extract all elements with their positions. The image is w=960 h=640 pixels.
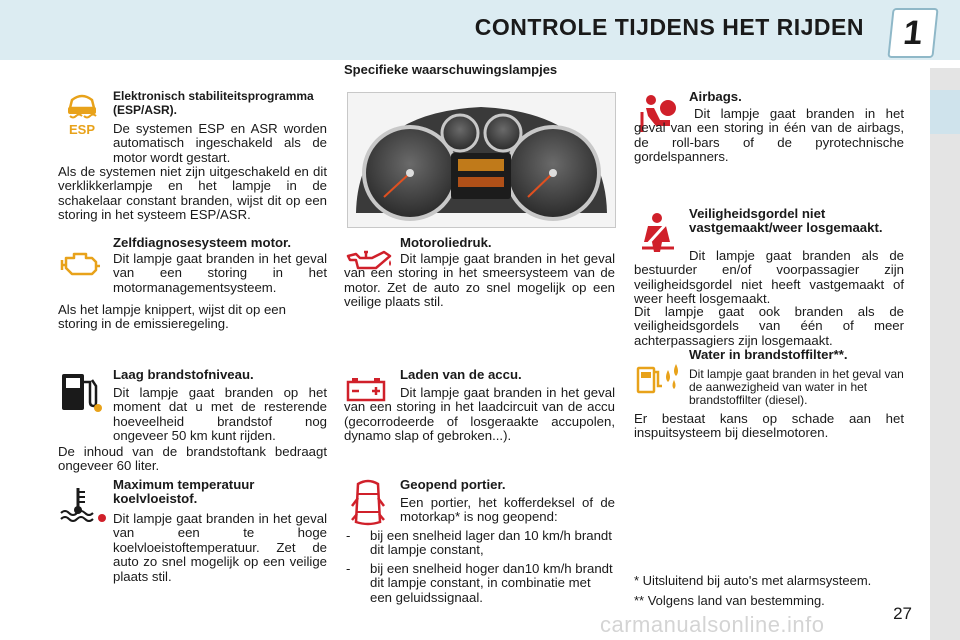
side-tab-active [930,90,960,134]
selfdiag-text-1: Dit lampje gaat branden in het geval van een storing in het motormanagementsysteem. [113,251,327,295]
airbags-title: Airbags. [689,89,742,104]
water-text-1: Dit lampje gaat branden in het geval van de aanwezigheid van water in het brandstoffilter (diesel). [689,367,904,407]
battery-title: Laden van de accu. [400,367,522,382]
fuel-title: Laag brandstofniveau. [113,367,254,382]
belt-title: Veiligheidsgordel niet vastgemaakt/weer losgemaakt. [689,206,883,236]
instrument-cluster-photo [347,92,616,228]
footnote-1: * Uitsluitend bij auto's met alarmsysteem. [634,573,872,588]
side-tab-strip [930,68,960,640]
coolant-text-1: Dit lampje gaat branden in het geval van een te hoge koelvloeistoftemperatuur. Zet de auto zo snel mogelijk op een veilige plaats stil. [113,511,327,584]
fuel-text-1: Dit lampje gaat branden op het moment dat u met de resterende hoeveelheid brandstof nog ongeveer 50 km kunt rijden. [113,385,327,444]
door-list-item: - bij een snelheid hoger dan10 km/h brandt dit lampje constant, in combinatie met een geluidssignaal. [344,562,616,605]
section-title: Specifieke waarschuwingslampjes [344,62,558,77]
fuel-pump-icon [60,370,104,414]
battery-text-1: Dit lampje gaat branden in het geval van een storing in het laadcircuit van de accu (gecorrodeerde of losgeraakte accupolen, dynamo slap of gebroken...). [344,385,615,444]
open-door-icon [350,478,386,528]
page-number: 27 [893,604,912,623]
engine-check-icon [60,248,102,280]
fuel-text-2: De inhoud van de brandstoftank bedraagt ongeveer 60 liter. [58,444,327,474]
chapter-number: 1 [887,8,938,58]
selfdiag-text-2: Als het lampje knippert, wijst dit op een storing in de emissieregeling. [58,302,286,332]
esp-text-2: Als de systemen niet zijn uitgeschakeld en dit verklikkerlampje en het lampje in de schakelaar constant branden, wijst dit op een storing in het systeem ESP/ASR. [58,164,327,223]
door-list-item: - bij een snelheid lager dan 10 km/h brandt dit lampje constant, [344,529,616,558]
door-title: Geopend portier. [400,477,506,492]
belt-text-1: Dit lampje gaat branden als de bestuurder en/of voorpassagier zijn veiligheidsgordel niet heeft vastgemaakt of weer heeft losgemaakt. [634,248,904,307]
esp-icon-label: ESP [68,122,96,136]
door-text-1: Een portier, het kofferdeksel of de motorkap* is nog geopend: [400,495,615,525]
water-in-fuel-icon [636,362,682,394]
belt-text-2: Dit lampje gaat ook branden als de veiligheidsgordels van één of meer achterpassagiers zijn losgemaakt. [634,304,904,348]
watermark: carmanualsonline.info [600,612,825,637]
esp-warning-icon [62,90,102,136]
footnote-2: ** Volgens land van bestemming. [634,593,825,608]
oil-text-1: Dit lampje gaat branden in het geval van een storing in het smeersysteem van de motor. Zet de auto zo snel mogelijk op een veilige plaats stil. [344,251,615,310]
seat-belt-icon [640,212,676,254]
coolant-temperature-icon [58,484,106,524]
selfdiag-title: Zelfdiagnosesysteem motor. [113,235,292,250]
door-list [344,529,616,609]
esp-title: Elektronisch stabiliteitsprogramma (ESP/ASR). [113,89,314,117]
water-text-2: Er bestaat kans op schade aan het inspuitsysteem bij dieselmotoren. [634,411,904,441]
page-title: CONTROLE TIJDENS HET RIJDEN [474,14,864,40]
water-title: Water in brandstoffilter**. [689,347,848,362]
esp-text-1: De systemen ESP en ASR worden automatisch ingeschakeld als de motor wordt gestart. [113,121,327,165]
coolant-title: Maximum temperatuur koelvloeistof. [113,477,255,507]
airbags-text-1: Dit lampje gaat branden in het geval van een storing in één van de airbags, de roll-bars of de pyrotechnische gordelspanners. [634,106,904,165]
oil-title: Motoroliedruk. [400,235,492,250]
